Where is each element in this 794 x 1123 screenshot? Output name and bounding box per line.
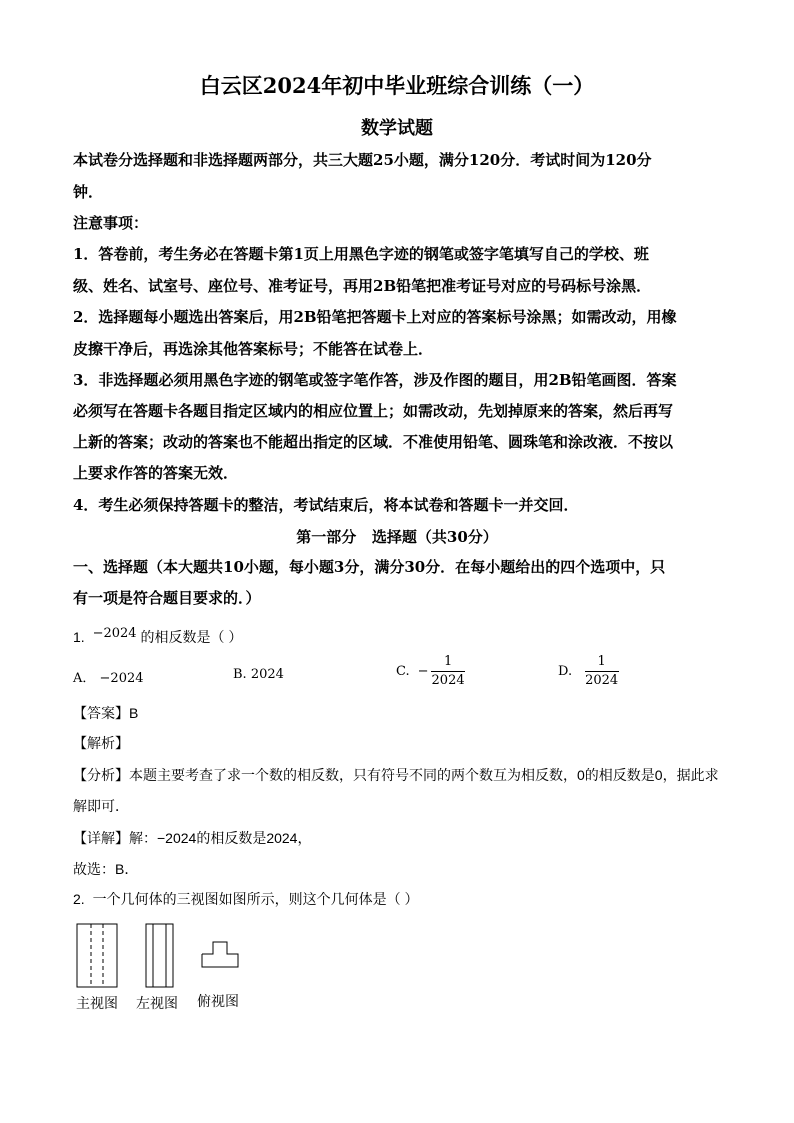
left-view-label: 左视图 xyxy=(136,995,178,1011)
question-stem: 的相反数是（ ） xyxy=(140,629,243,645)
exam-subtitle: 数学试题 xyxy=(361,118,433,139)
note-1-line-2: 级、姓名、试室号、座位号、准考证号，再用2B铅笔把准考证号对应的号码标号涂黑． xyxy=(73,277,652,295)
conclusion-line: 故选：B． xyxy=(73,861,139,877)
question-stem: 一个几何体的三视图如图所示，则这个几何体是（ ） xyxy=(92,891,419,907)
note-3-line-1: 3．非选择题必须用黑色字迹的钢笔或签字笔作答，涉及作图的题目，用2B铅笔画图．答案 xyxy=(73,371,677,389)
notes-heading: 注意事项： xyxy=(73,214,149,232)
intro-line-1: 本试卷分选择题和非选择题两部分，共三大题25小题，满分120分．考试时间为120分 xyxy=(73,151,652,169)
question-number: 2. xyxy=(73,891,85,907)
option-label: D. xyxy=(558,664,573,679)
fraction-denominator: 2024 xyxy=(431,673,465,688)
xiangjie-tag: 【详解】 xyxy=(73,830,129,846)
note-3-line-2: 必须写在答题卡各题目指定区域内的相应位置上；如需改动，先划掉原来的答案，然后再写 xyxy=(73,402,674,420)
note-3-line-4: 上要求作答的答案无效． xyxy=(73,464,239,482)
top-view-label: 俯视图 xyxy=(197,993,239,1009)
fenxi-line-2: 解即可． xyxy=(73,798,129,814)
option-b: B. 2024 xyxy=(233,667,284,682)
fraction-numerator: 1 xyxy=(443,654,453,669)
note-1-line-1: 1．答卷前，考生务必在答题卡第1页上用黑色字迹的钢笔或签字笔填写自己的学校、班 xyxy=(73,245,649,263)
fraction-numerator: 1 xyxy=(597,654,606,669)
note-2-line-2: 皮擦干净后，再选涂其他答案标号；不能答在试卷上． xyxy=(73,340,434,358)
fraction-denominator: 2024 xyxy=(585,673,619,688)
front-view-drawing xyxy=(77,924,117,987)
answer-tag: 【答案】 xyxy=(73,705,129,721)
minus-sign: − xyxy=(417,664,429,679)
note-4: 4．考生必须保持答题卡的整洁，考试结束后，将本试卷和答题卡一并交回． xyxy=(73,496,579,514)
front-view-label: 主视图 xyxy=(76,995,118,1011)
option-value: −2024 xyxy=(99,671,144,686)
question-number: 1. xyxy=(73,629,85,645)
note-3-line-3: 上新的答案；改动的答案也不能超出指定的区域．不准使用铅笔、圆珠笔和涂改液．不按以 xyxy=(73,433,674,451)
option-label: A． xyxy=(73,671,96,686)
fenxi-tag: 【分析】 xyxy=(73,767,129,783)
note-2-line-1: 2．选择题每小题选出答案后，用2B铅笔把答题卡上对应的答案标号涂黑；如需改动，用橡 xyxy=(73,308,677,326)
option-label: C. xyxy=(396,664,410,679)
section-one-line-2: 有一项是符合题目要求的．） xyxy=(73,589,261,607)
left-view-drawing xyxy=(146,924,173,987)
xiangjie-text: 解：−2024的相反数是2024， xyxy=(129,830,312,846)
question-expression: −2024 xyxy=(92,626,137,641)
answer-value: B xyxy=(129,705,139,721)
intro-line-2: 钟． xyxy=(73,183,104,201)
part-one-heading: 第一部分 选择题（共30分） xyxy=(296,528,498,546)
section-one-line-1: 一、选择题（本大题共10小题，每小题3分，满分30分．在每小题给出的四个选项中，只 xyxy=(73,558,666,576)
analysis-tag: 【解析】 xyxy=(73,735,129,751)
top-view-drawing xyxy=(202,942,238,967)
fenxi-text: 本题主要考查了求一个数的相反数，只有符号不同的两个数互为相反数，0的相反数是0，据此求 xyxy=(129,767,719,783)
exam-title: 白云区2024年初中毕业班综合训练（一） xyxy=(199,73,595,98)
